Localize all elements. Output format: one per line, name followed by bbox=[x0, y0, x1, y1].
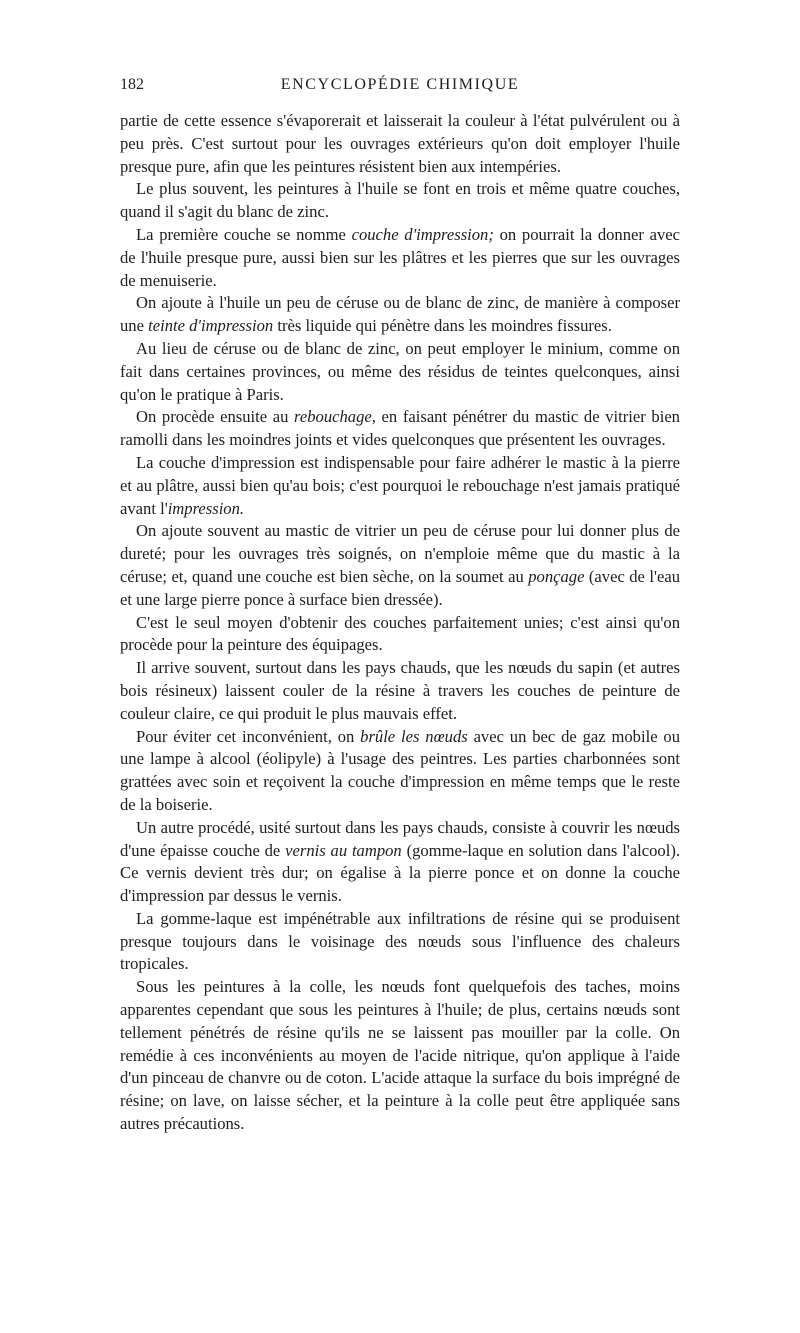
page-header bbox=[120, 76, 680, 100]
paragraph: Pour éviter cet inconvénient, on brûle les nœuds avec un bec de gaz mobile ou une lampe à alcool (éolipyle) à l'usage des peintres. Les parties charbonnées sont grattées avec soin et reçoivent la couche d'impression en même temps que le reste de la boiserie. bbox=[120, 726, 681, 814]
paragraph: Un autre procédé, usité surtout dans les pays chauds, consiste à couvrir les nœuds d'une épaisse couche de vernis au tampon (gomme-laque en solution dans l'alcool). Ce vernis devient très dur; on égalise à la pierre ponce et on donne la couche d'impression par dessus le vernis. bbox=[120, 817, 681, 906]
italic-term: vernis au tampon bbox=[285, 840, 402, 860]
paragraph: partie de cette essence s'évaporerait et laisserait la couleur à l'état pulvérulent ou à peu près. C'est surtout pour les ouvrages extérieurs qu'on doit employer l'huile presque pure, afin que les peintures résistent bien aux intempéries. bbox=[120, 111, 680, 176]
paragraph: Au lieu de céruse ou de blanc de zinc, on peut employer le minium, comme on fait dans certaines provinces, ou même des résidus de teintes quelconques, ainsi qu'on le pratique à Paris. bbox=[120, 338, 680, 404]
italic-term: couche d'impression; bbox=[351, 224, 494, 244]
italic-term: ponçage bbox=[528, 566, 585, 586]
italic-term: brûle les nœuds bbox=[360, 726, 468, 746]
paragraph: C'est le seul moyen d'obtenir des couches parfaitement unies; c'est ainsi qu'on procède pour la peinture des équipages. bbox=[120, 612, 680, 655]
paragraph: Le plus souvent, les peintures à l'huile se font en trois et même quatre couches, quand il s'agit du blanc de zinc. bbox=[120, 179, 680, 222]
paragraph: La première couche se nomme couche d'impression; on pourrait la donner avec de l'huile presque pure, aussi bien sur les plâtres et les pierres que sur les ouvrages de menuiserie. bbox=[120, 224, 680, 290]
paragraph: On ajoute souvent au mastic de vitrier un peu de céruse pour lui donner plus de dureté; pour les ouvrages très soignés, on n'emploie même que du mastic à la céruse; et, quand une couche est bien sèche, on la soumet au ponçage (avec de l'eau et une large pierre ponce à surface bien dressée). bbox=[120, 521, 681, 609]
body-text bbox=[120, 110, 680, 1136]
italic-term: impression. bbox=[167, 498, 245, 518]
paragraph: On ajoute à l'huile un peu de céruse ou de blanc de zinc, de manière à composer une teinte d'impression très liquide qui pénètre dans les moindres fissures. bbox=[120, 293, 680, 336]
paragraph: La gomme-laque est impénétrable aux infiltrations de résine qui se produisent presque toujours dans le voisinage des nœuds sous l'influence des chaleurs tropicales. bbox=[120, 908, 680, 974]
paragraph: Il arrive souvent, surtout dans les pays chauds, que les nœuds du sapin (et autres bois résineux) laissent couler de la résine à travers les couches de peinture de couleur claire, ce qui produit le plus mauvais effet. bbox=[120, 658, 680, 723]
paragraph: La couche d'impression est indispensable pour faire adhérer le mastic à la pierre et au plâtre, aussi bien qu'au bois; c'est pourquoi le rebouchage n'est jamais pratiqué avant l'impression. bbox=[120, 452, 680, 518]
italic-term: rebouchage, bbox=[294, 407, 376, 427]
paragraph: Sous les peintures à la colle, les nœuds font quelquefois des taches, moins apparentes cependant que sous les peintures à l'huile; de plus, certains nœuds sont tellement pénétrés de résine qu'ils ne se laissent pas mouiller par la colle. On remédie à ces inconvénients au moyen de l'acide nitrique, qu'on applique à l'aide d'un pinceau de chanvre ou de coton. L'acide attaque la surface du bois imprégné de résine; on lave, on laisse sécher, et la peinture à la colle peut être appliquée sans autres précautions. bbox=[120, 977, 680, 1134]
page-number: 182 bbox=[120, 76, 144, 93]
paragraph: On procède ensuite au rebouchage, en faisant pénétrer du mastic de vitrier bien ramolli dans les moindres joints et vides quelconques que présentent les ouvrages. bbox=[120, 407, 680, 450]
running-title: ENCYCLOPÉDIE CHIMIQUE bbox=[280, 76, 520, 93]
italic-term: teinte d'impression bbox=[148, 316, 274, 336]
